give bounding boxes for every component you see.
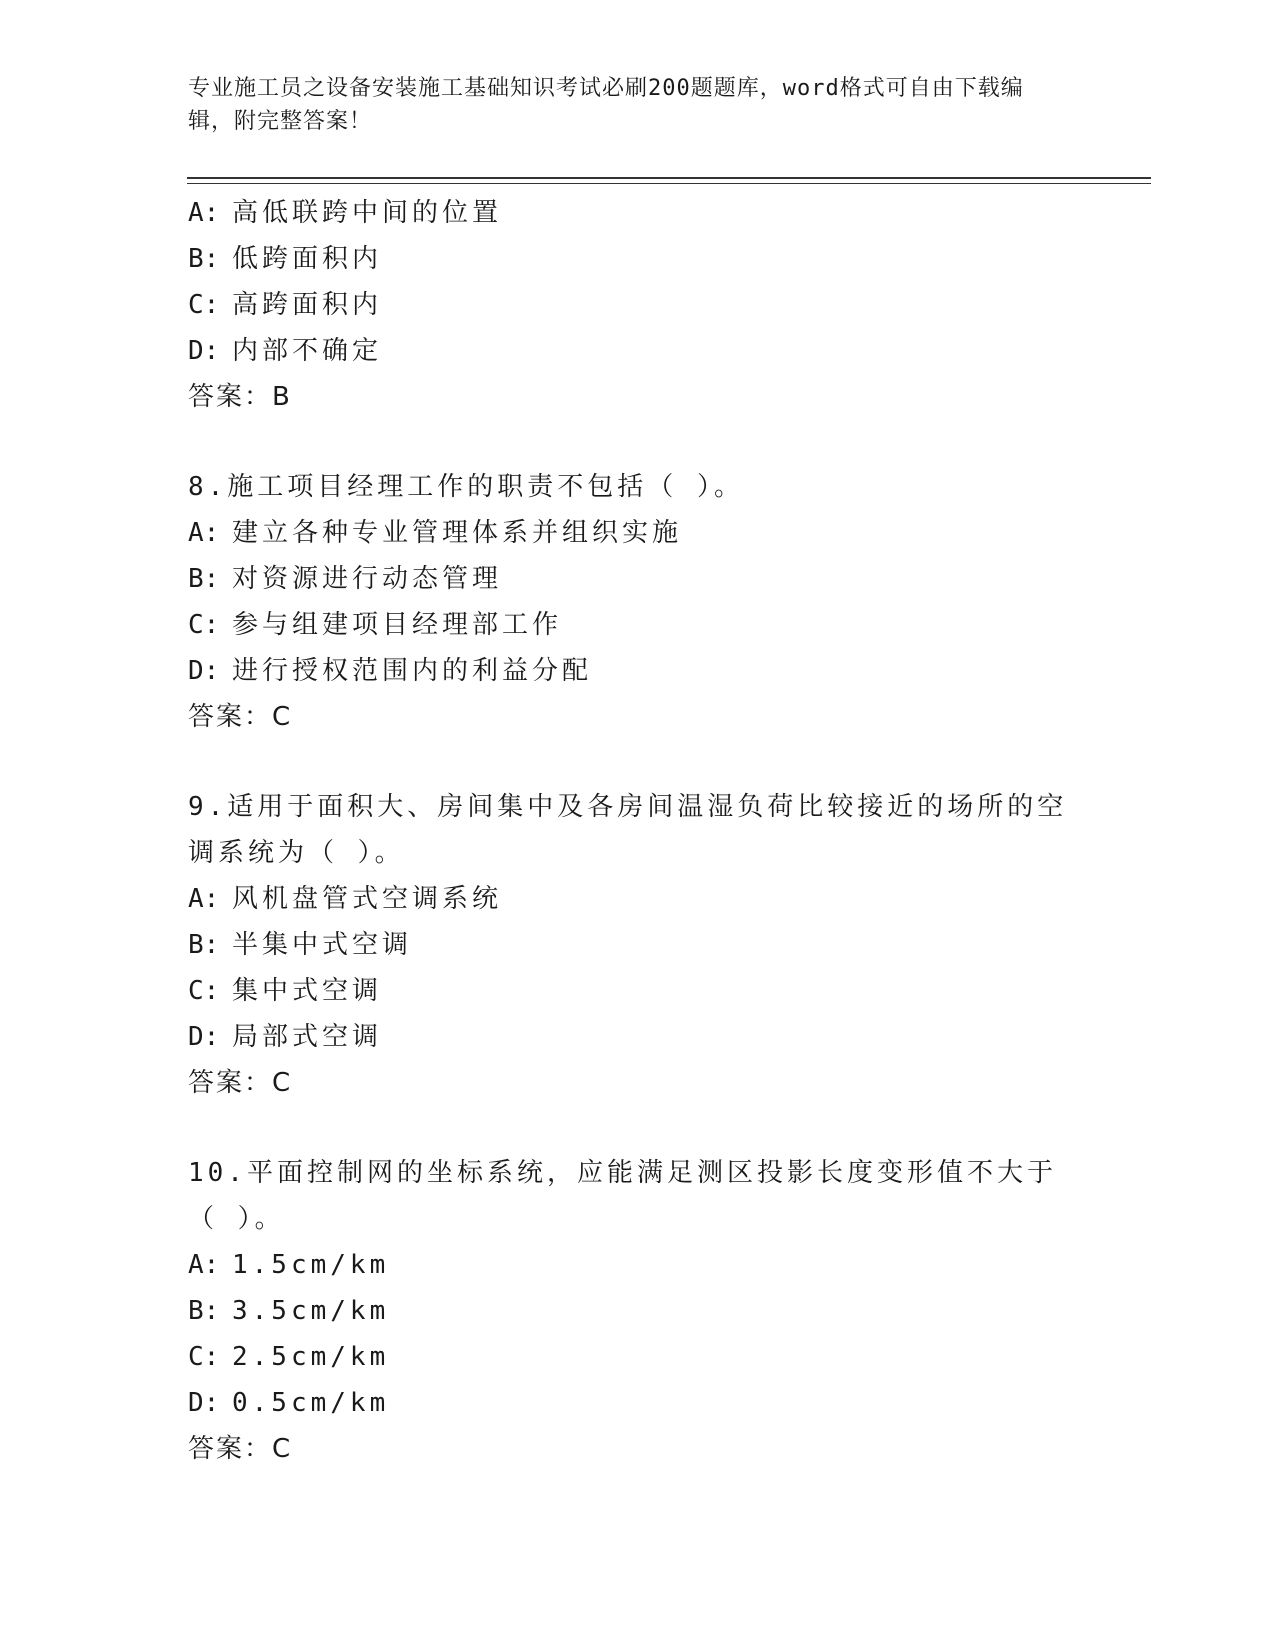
option-text: 风机盘管式空调系统 [232,884,503,914]
option-d: D: 0.5cm/km [188,1388,390,1418]
answer-line: 答案：C [188,1068,293,1098]
question-10 [188,1150,1088,1472]
option-b: B: 低跨面积内 [188,244,383,274]
option-text: 0.5cm/km [232,1388,390,1418]
option-text: 集中式空调 [232,976,383,1006]
question-stem: 8.施工项目经理工作的职责不包括（ ）。 [188,472,744,502]
option-a: A: 风机盘管式空调系统 [188,884,503,914]
option-b: B: 3.5cm/km [188,1296,390,1326]
option-b: B: 半集中式空调 [188,930,413,960]
question-list [188,190,1088,1472]
option-text: 2.5cm/km [232,1342,390,1372]
option-d: D: 内部不确定 [188,336,383,366]
option-text: 进行授权范围内的利益分配 [232,656,593,686]
option-text: 局部式空调 [232,1022,383,1052]
option-text: 高跨面积内 [232,290,383,320]
answer-line: 答案：C [188,702,293,732]
option-text: 内部不确定 [232,336,383,366]
option-d: D: 进行授权范围内的利益分配 [188,656,593,686]
option-c: C: 高跨面积内 [188,290,383,320]
header-rule-thin [187,183,1151,184]
question-stem: 10.平面控制网的坐标系统，应能满足测区投影长度变形值不大于（ ）。 [188,1158,1057,1234]
option-a: A: 1.5cm/km [188,1250,390,1280]
option-text: 低跨面积内 [232,244,383,274]
question-8 [188,464,1088,740]
option-d: D: 局部式空调 [188,1022,383,1052]
question-9 [188,784,1088,1106]
option-text: 建立各种专业管理体系并组织实施 [232,518,683,548]
option-b: B: 对资源进行动态管理 [188,564,503,594]
option-text: 参与组建项目经理部工作 [232,610,563,640]
option-c: C: 参与组建项目经理部工作 [188,610,563,640]
answer-line: 答案：B [188,382,292,412]
option-c: C: 2.5cm/km [188,1342,390,1372]
option-a: A: 建立各种专业管理体系并组织实施 [188,518,683,548]
option-text: 对资源进行动态管理 [232,564,503,594]
answer-line: 答案：C [188,1434,293,1464]
option-text: 3.5cm/km [232,1296,390,1326]
option-a: A: 高低联跨中间的位置 [188,198,503,228]
option-text: 1.5cm/km [232,1250,390,1280]
question-7 [188,190,1088,420]
header-rule-thick [187,177,1151,179]
option-text: 高低联跨中间的位置 [232,198,503,228]
document-header: 专业施工员之设备安装施工基础知识考试必刷200题题库，word格式可自由下载编辑，附完整答案！ [188,76,1024,134]
question-stem: 9.适用于面积大、房间集中及各房间温湿负荷比较接近的场所的空调系统为（ ）。 [188,792,1068,868]
option-text: 半集中式空调 [232,930,413,960]
option-c: C: 集中式空调 [188,976,383,1006]
